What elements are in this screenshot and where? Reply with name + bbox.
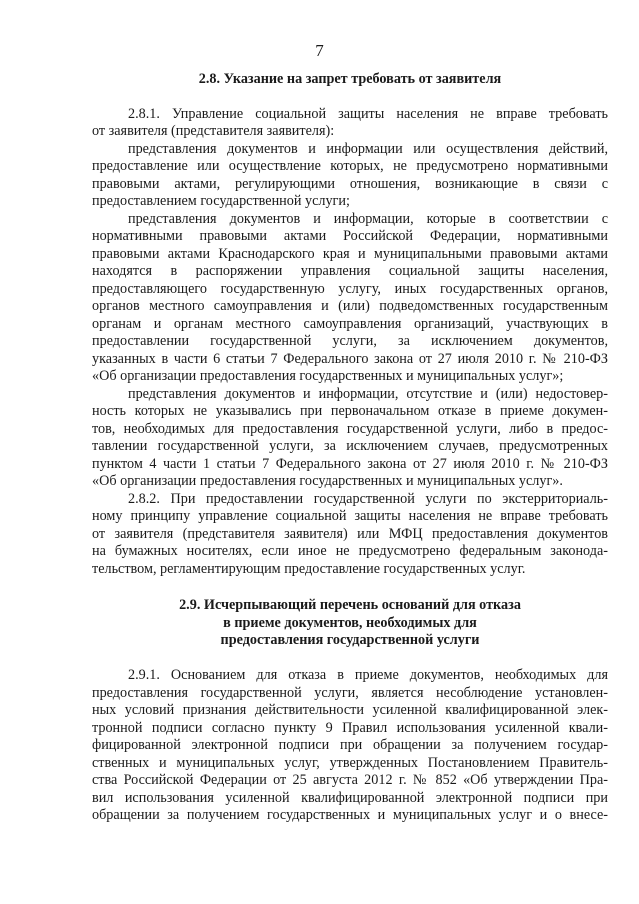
text-line: ственных и муниципальных услуг, утвержденных Постановлением Правитель- <box>92 755 608 771</box>
text-line: предоставляющего государственную услугу, иных государственных органов, <box>92 281 608 297</box>
text-line: вил использования усиленной квалифицированной электронной подписи при <box>92 790 608 806</box>
text-line: 2.9.1. Основанием для отказа в приеме документов, необходимых для <box>128 667 608 683</box>
text-line: от заявителя (представителя заявителя): <box>92 123 335 139</box>
text-line: пунктом 4 части 1 статьи 7 Федерального закона от 27 июля 2010 г. № 210-ФЗ <box>92 456 608 472</box>
section-2-9-heading-line: в приеме документов, необходимых для <box>223 615 477 631</box>
text-line: на бумажных носителях, если иное не предусмотрено федеральным законода- <box>92 543 608 559</box>
text-line: представления документов и информации, отсутствие и (или) недостовер- <box>128 386 608 402</box>
text-line: тавлении государственной услуги, за исключением случаев, предусмотренных <box>92 438 608 454</box>
text-line: 2.8.2. При предоставлении государственной услуги по экстерриториаль- <box>128 491 608 507</box>
text-line: обращении за получением государственных и муниципальных услуг и о внесе- <box>92 807 608 823</box>
text-line: «Об организации предоставления государственных и муниципальных услуг»; <box>92 368 564 384</box>
text-line: органам и органам местного самоуправления организаций, участвующих в <box>92 316 608 332</box>
text-line: тельством, регламентирующим предоставление государственных услуг. <box>92 561 526 577</box>
text-line: от заявителя (представителя заявителя) или МФЦ предоставления документов <box>92 526 608 542</box>
text-line: представления документов и информации, которые в соответствии с <box>128 211 608 227</box>
text-line: предоставление или осуществление которых, не предусмотрено нормативными <box>92 158 608 174</box>
text-line: тов, необходимых для предоставления государственной услуги, либо в предос- <box>92 421 608 437</box>
text-line: нормативными правовыми актами Российской Федерации, нормативными <box>92 228 608 244</box>
text-line: ному принципу управление социальной защиты населения не вправе требовать <box>92 508 608 524</box>
text-line: тронной подписи согласно пункту 9 Правил использования усиленной квали- <box>92 720 608 736</box>
section-2-9-heading-line: предоставления государственной услуги <box>220 632 480 648</box>
text-line: правовыми актами, регулирующими отношения, возникающие в связи с <box>92 176 608 192</box>
text-line: предоставления государственной услуги, является несоблюдение установлен- <box>92 685 608 701</box>
text-line: правовыми актами Краснодарского края и муниципальными правовыми актами <box>92 246 608 262</box>
text-line: ства Российской Федерации от 25 августа 2012 г. № 852 «Об утверждении Пра- <box>92 772 608 788</box>
text-line: ных условий признания действительности усиленной квалифицированной элек- <box>92 702 608 718</box>
section-2-9-heading-line: 2.9. Исчерпывающий перечень оснований для отказа <box>179 597 521 613</box>
text-line: «Об организации предоставления государственных и муниципальных услуг». <box>92 473 563 489</box>
text-line: предоставлением государственной услуги; <box>92 193 350 209</box>
text-line: органов местного самоуправления и (или) подведомственных государственным <box>92 298 608 314</box>
text-line: указанных в части 6 статьи 7 Федерального закона от 27 июля 2010 г. № 210-ФЗ <box>92 351 608 367</box>
text-line: 2.8.1. Управление социальной защиты населения не вправе требовать <box>128 106 608 122</box>
page-number: 7 <box>315 41 324 60</box>
text-line: представления документов и информации или осуществления действий, <box>128 141 608 157</box>
text-line: фицированной электронной подписи при обращении за получением государ- <box>92 737 608 753</box>
section-2-8-heading: 2.8. Указание на запрет требовать от заявителя <box>198 71 502 87</box>
text-line: находятся в распоряжении управления социальной защиты населения, <box>92 263 608 279</box>
text-line: ность которых не указывались при первоначальном отказе в приеме докумен- <box>92 403 608 419</box>
text-line: предоставлении государственной услуги, за исключением документов, <box>92 333 608 349</box>
